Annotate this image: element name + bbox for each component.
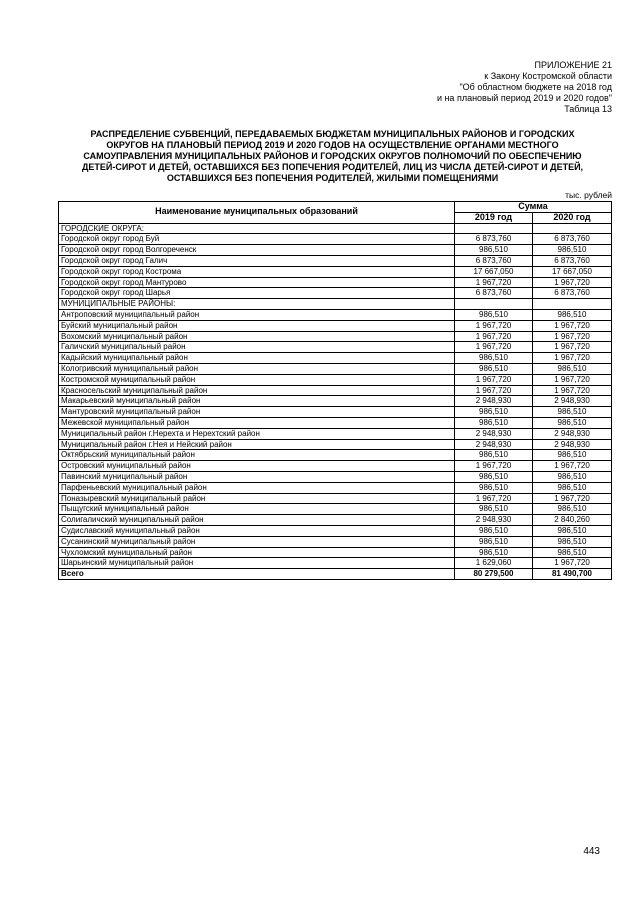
row-2019: 986,510	[455, 471, 533, 482]
row-name: Городской округ город Мантурово	[59, 277, 455, 288]
row-name: Городской округ город Кострома	[59, 266, 455, 277]
row-2019: 1 629,060	[455, 558, 533, 569]
subsidy-table	[58, 201, 612, 580]
row-2020: 2 948,930	[533, 396, 612, 407]
total-2020: 81 490,700	[533, 569, 612, 580]
row-2019: 6 873,760	[455, 288, 533, 299]
row-2020: 1 967,720	[533, 277, 612, 288]
table-row	[59, 461, 612, 472]
row-name: Поназыревский муниципальный район	[59, 493, 455, 504]
table-row	[59, 417, 612, 428]
page-number: 443	[583, 846, 600, 857]
row-2019: 986,510	[455, 363, 533, 374]
row-2020: 2 840,260	[533, 515, 612, 526]
table-row	[59, 515, 612, 526]
row-2020: 986,510	[533, 450, 612, 461]
total-row	[59, 569, 612, 580]
row-2020: 986,510	[533, 547, 612, 558]
row-name: Парфеньевский муниципальный район	[59, 482, 455, 493]
row-name: Судиславский муниципальный район	[59, 525, 455, 536]
header-sum: Сумма	[455, 202, 612, 213]
row-name: Пыщугский муниципальный район	[59, 504, 455, 515]
row-2019	[455, 223, 533, 234]
row-name: Межевской муниципальный район	[59, 417, 455, 428]
total-label: Всего	[59, 569, 455, 580]
row-2020: 986,510	[533, 471, 612, 482]
row-name: Мантуровский муниципальный район	[59, 407, 455, 418]
row-2020: 17 667,050	[533, 266, 612, 277]
table-row	[59, 525, 612, 536]
row-name: Красносельский муниципальный район	[59, 385, 455, 396]
row-2019: 1 967,720	[455, 461, 533, 472]
row-2019: 1 967,720	[455, 331, 533, 342]
row-name: Буйский муниципальный район	[59, 320, 455, 331]
table-row	[59, 396, 612, 407]
row-2019: 1 967,720	[455, 342, 533, 353]
table-row	[59, 363, 612, 374]
table-row	[59, 234, 612, 245]
header-2019: 2019 год	[455, 212, 533, 223]
row-2020	[533, 223, 612, 234]
row-2019: 986,510	[455, 536, 533, 547]
row-name: Галичский муниципальный район	[59, 342, 455, 353]
table-row	[59, 277, 612, 288]
row-2020: 1 967,720	[533, 374, 612, 385]
row-2019: 2 948,930	[455, 515, 533, 526]
table-row	[59, 450, 612, 461]
row-name: Кологривский муниципальный район	[59, 363, 455, 374]
row-2019: 6 873,760	[455, 234, 533, 245]
row-name: Чухломский муниципальный район	[59, 547, 455, 558]
row-2020: 986,510	[533, 536, 612, 547]
row-2020: 986,510	[533, 245, 612, 256]
row-2019: 986,510	[455, 353, 533, 364]
header-2020: 2020 год	[533, 212, 612, 223]
row-2020: 6 873,760	[533, 288, 612, 299]
row-2019: 986,510	[455, 450, 533, 461]
document-title	[60, 129, 605, 184]
table-row	[59, 331, 612, 342]
row-2019: 986,510	[455, 504, 533, 515]
row-2020: 986,510	[533, 482, 612, 493]
row-2019: 2 948,930	[455, 428, 533, 439]
row-2019: 986,510	[455, 482, 533, 493]
row-name: Сусанинский муниципальный район	[59, 536, 455, 547]
row-2019	[455, 299, 533, 310]
appendix-header	[332, 60, 612, 115]
row-name: Костромской муниципальный район	[59, 374, 455, 385]
table-row	[59, 385, 612, 396]
table-row	[59, 493, 612, 504]
table-row	[59, 374, 612, 385]
table-row	[59, 255, 612, 266]
row-2019: 6 873,760	[455, 255, 533, 266]
title-line: РАСПРЕДЕЛЕНИЕ СУБВЕНЦИЙ, ПЕРЕДАВАЕМЫХ БЮДЖЕТАМ МУНИЦИПАЛЬНЫХ РАЙОНОВ И ГОРОДСКИХ	[90, 129, 575, 139]
row-2019: 986,510	[455, 245, 533, 256]
row-2020: 6 873,760	[533, 234, 612, 245]
row-name: Городской округ город Галич	[59, 255, 455, 266]
table-row	[59, 342, 612, 353]
row-2019: 986,510	[455, 417, 533, 428]
row-name: Кадыйский муниципальный район	[59, 353, 455, 364]
row-2020: 2 948,930	[533, 439, 612, 450]
row-2019: 986,510	[455, 407, 533, 418]
group-header-row	[59, 223, 612, 234]
row-2020: 986,510	[533, 309, 612, 320]
appendix-line: к Закону Костромской области	[484, 71, 612, 81]
row-2020: 1 967,720	[533, 342, 612, 353]
title-line: САМОУПРАВЛЕНИЯ МУНИЦИПАЛЬНЫХ РАЙОНОВ И ГОРОДСКИХ ОКРУГОВ ПОЛНОМОЧИЙ ПО ОБЕСПЕЧЕНИЮ	[83, 151, 582, 161]
row-2020: 1 967,720	[533, 558, 612, 569]
table-row	[59, 353, 612, 364]
row-2019: 1 967,720	[455, 493, 533, 504]
table-body	[59, 223, 612, 569]
row-name: Октябрьский муниципальный район	[59, 450, 455, 461]
row-2019: 1 967,720	[455, 320, 533, 331]
appendix-line: "Об областном бюджете на 2018 год	[459, 82, 612, 92]
table-row	[59, 471, 612, 482]
row-name: ГОРОДСКИЕ ОКРУГА:	[59, 223, 455, 234]
row-2019: 1 967,720	[455, 277, 533, 288]
title-line: ДЕТЕЙ-СИРОТ И ДЕТЕЙ, ОСТАВШИХСЯ БЕЗ ПОПЕЧЕНИЯ РОДИТЕЛЕЙ, ЛИЦ ИЗ ЧИСЛА ДЕТЕЙ-СИРОТ И ДЕТЕЙ,	[81, 162, 584, 172]
appendix-line: и на плановый период 2019 и 2020 годов"	[436, 93, 612, 103]
row-name: Шарьинский муниципальный район	[59, 558, 455, 569]
header-name: Наименование муниципальных образований	[59, 202, 455, 224]
row-2019: 2 948,930	[455, 439, 533, 450]
row-2020: 1 967,720	[533, 331, 612, 342]
row-name: Павинский муниципальный район	[59, 471, 455, 482]
row-2020: 1 967,720	[533, 493, 612, 504]
table-row	[59, 407, 612, 418]
appendix-line: ПРИЛОЖЕНИЕ 21	[534, 60, 612, 70]
row-name: Муниципальный район г.Нея и Нейский район	[59, 439, 455, 450]
row-name: МУНИЦИПАЛЬНЫЕ РАЙОНЫ:	[59, 299, 455, 310]
row-name: Островский муниципальный район	[59, 461, 455, 472]
row-2020	[533, 299, 612, 310]
title-line: ОСТАВШИХСЯ БЕЗ ПОПЕЧЕНИЯ РОДИТЕЛЕЙ, ЖИЛЫМИ ПОМЕЩЕНИЯМИ	[166, 173, 499, 183]
appendix-line: Таблица 13	[564, 104, 612, 114]
row-2020: 1 967,720	[533, 320, 612, 331]
row-2020: 6 873,760	[533, 255, 612, 266]
row-2020: 986,510	[533, 525, 612, 536]
table-row	[59, 245, 612, 256]
table-row	[59, 482, 612, 493]
row-2020: 986,510	[533, 417, 612, 428]
row-name: Макарьевский муниципальный район	[59, 396, 455, 407]
table-row	[59, 428, 612, 439]
group-header-row	[59, 299, 612, 310]
row-2019: 2 948,930	[455, 396, 533, 407]
row-name: Городской округ город Волгореченск	[59, 245, 455, 256]
table-row	[59, 547, 612, 558]
row-name: Городской округ город Шарья	[59, 288, 455, 299]
total-2019: 80 279,500	[455, 569, 533, 580]
row-2020: 1 967,720	[533, 461, 612, 472]
row-2020: 2 948,930	[533, 428, 612, 439]
row-name: Муниципальный район г.Нерехта и Нерехтский район	[59, 428, 455, 439]
row-name: Антроповский муниципальный район	[59, 309, 455, 320]
row-2019: 1 967,720	[455, 374, 533, 385]
table-row	[59, 309, 612, 320]
row-2019: 986,510	[455, 525, 533, 536]
table-row	[59, 266, 612, 277]
row-name: Солигаличский муниципальный район	[59, 515, 455, 526]
row-2019: 1 967,720	[455, 385, 533, 396]
table-row	[59, 504, 612, 515]
row-2020: 986,510	[533, 407, 612, 418]
row-2020: 986,510	[533, 363, 612, 374]
row-name: Городской округ город Буй	[59, 234, 455, 245]
table-row	[59, 320, 612, 331]
title-line: ОКРУГОВ НА ПЛАНОВЫЙ ПЕРИОД 2019 И 2020 ГОДОВ НА ОСУЩЕСТВЛЕНИЕ ОРГАНАМИ МЕСТНОГО	[106, 140, 559, 150]
table-row	[59, 536, 612, 547]
table-row	[59, 439, 612, 450]
row-2019: 986,510	[455, 309, 533, 320]
table-row	[59, 288, 612, 299]
row-2020: 1 967,720	[533, 385, 612, 396]
row-2019: 986,510	[455, 547, 533, 558]
row-2020: 1 967,720	[533, 353, 612, 364]
units-label: тыс. рублей	[565, 190, 612, 200]
row-2020: 986,510	[533, 504, 612, 515]
row-2019: 17 667,050	[455, 266, 533, 277]
table-row	[59, 558, 612, 569]
row-name: Вохомский муниципальный район	[59, 331, 455, 342]
